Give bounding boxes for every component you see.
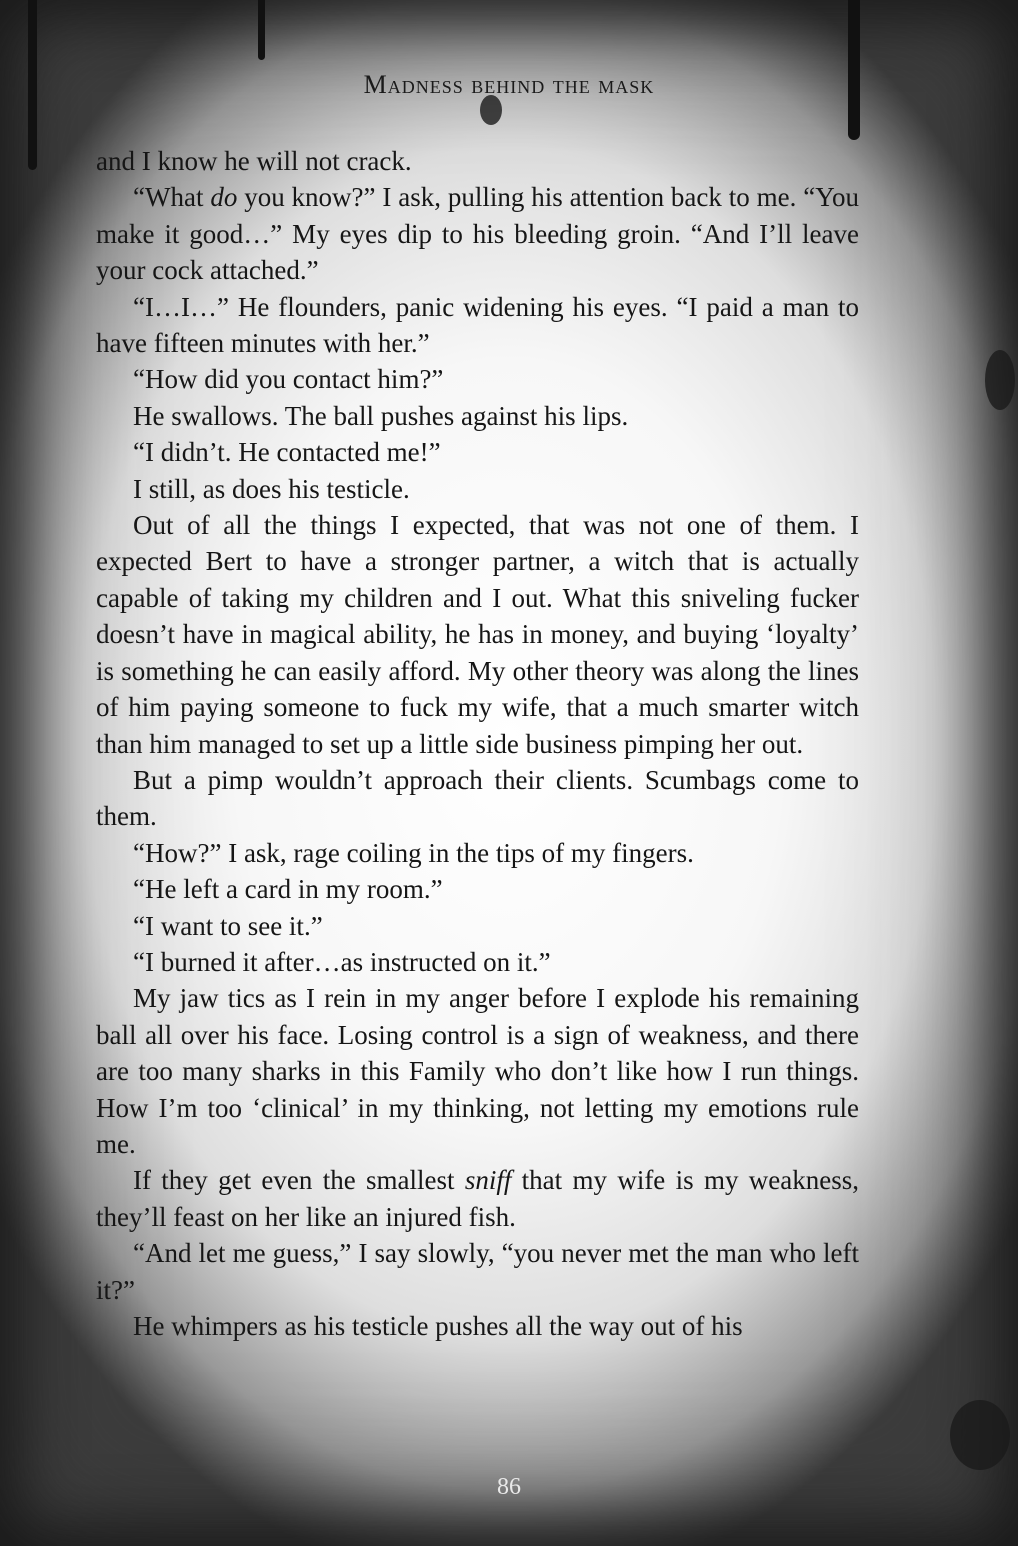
- paragraph: “How did you contact him?”: [133, 364, 444, 395]
- paragraph: “He left a card in my room.”: [133, 874, 443, 905]
- paragraph: I still, as does his testicle.: [133, 473, 410, 504]
- ink-drip: [258, 0, 265, 60]
- running-header: Madness behind the mask: [363, 70, 655, 99]
- paragraph: “I…I…” He flounders, panic widening his eyes. “I paid a man to have fifteen minutes with her.”: [96, 291, 859, 359]
- paragraph: “I burned it after…as instructed on it.”: [133, 946, 551, 977]
- paragraph: “I want to see it.”: [133, 910, 323, 941]
- ink-blot: [950, 1400, 1010, 1470]
- page-number: 86: [497, 1474, 521, 1500]
- paragraph: “How?” I ask, rage coiling in the tips of my fingers.: [133, 837, 694, 868]
- paragraph: “I didn’t. He contacted me!”: [133, 437, 441, 468]
- paragraph: “And let me guess,” I say slowly, “you never met the man who left it?”: [96, 1238, 859, 1305]
- ink-blot: [985, 350, 1015, 410]
- paragraph: Out of all the things I expected, that was not one of them. I expected Bert to have a stronger partner, a witch that is actually capable of taking my children and I out. What this sniveling fucker doesn’t have in magical ability, he has in money, and buying ‘loyalty’ is something he can easily afford. My other theory was along the lines of him paying someone to fuck my wife, that a much smarter witch than him managed to set up a little side business pimping her out.: [96, 510, 859, 759]
- paragraph: If they get even the smallest sniff that my wife is my weakness, they’ll feast on her like an injured fish.: [96, 1165, 859, 1232]
- paragraph: and I know he will not crack.: [96, 146, 412, 176]
- paragraph: “What do you know?” I ask, pulling his attention back to me. “You make it good…” My eyes dip to his bleeding groin. “And I’ll leave your cock attached.”: [96, 182, 860, 286]
- emphasis: do: [210, 182, 238, 213]
- paragraph: He whimpers as his testicle pushes all the way out of his: [133, 1311, 743, 1341]
- emphasis: sniff: [464, 1165, 512, 1196]
- paragraph: He swallows. The ball pushes against his lips.: [133, 400, 629, 431]
- body-text: [96, 143, 859, 1344]
- paragraph: But a pimp wouldn’t approach their clients. Scumbags come to them.: [96, 764, 859, 832]
- paragraph: My jaw tics as I rein in my anger before I explode his remaining ball all over his face. Losing control is a sign of weakness, and there are too many sharks in this Family who don’t like how I run things. How I’m too ‘clinical’ in my thinking, not letting my emotions rule me.: [96, 983, 859, 1159]
